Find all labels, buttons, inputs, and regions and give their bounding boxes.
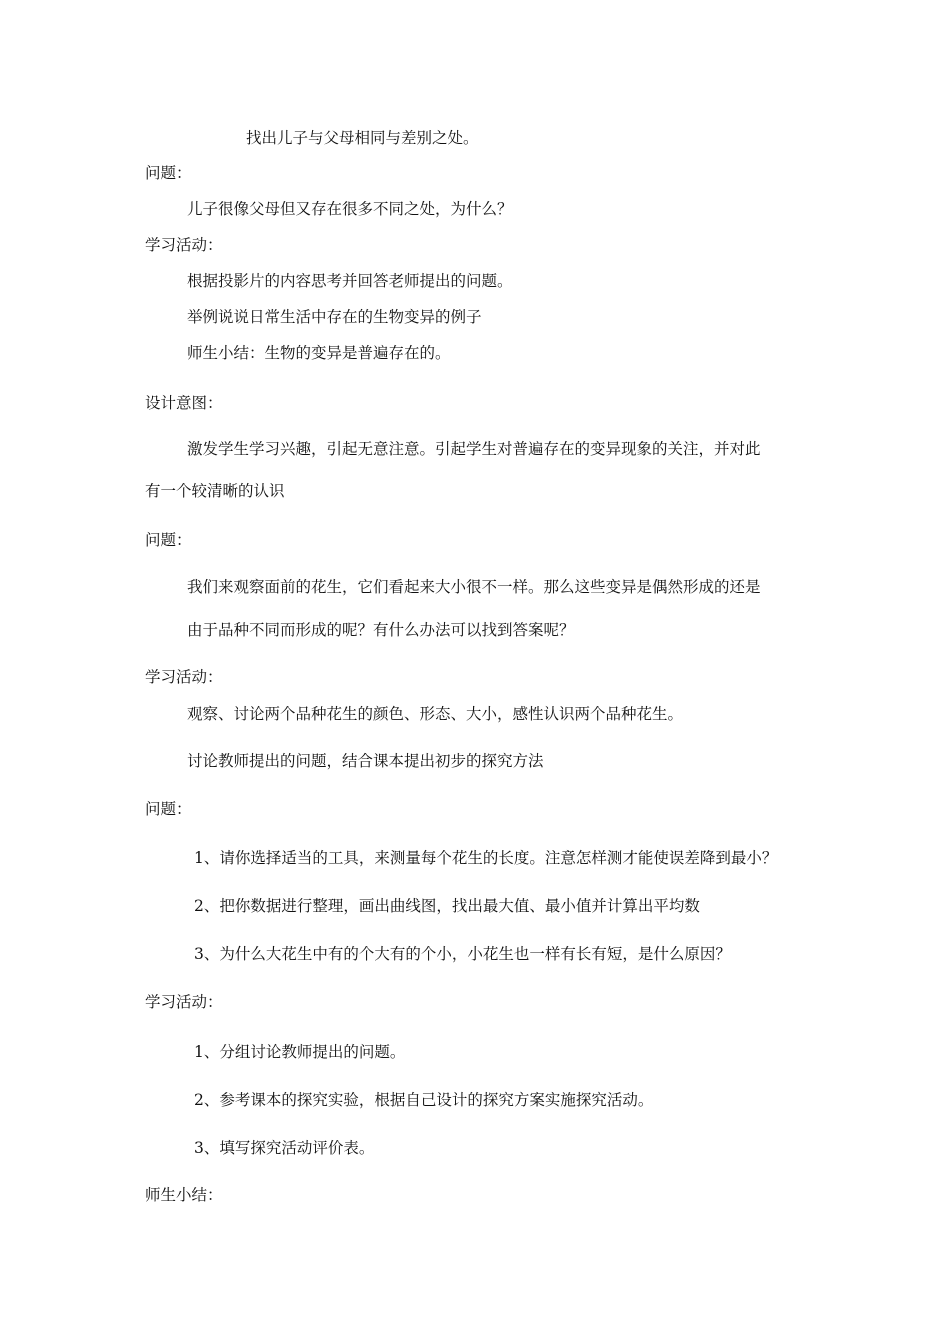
question-item: 2、把你数据进行整理，画出曲线图，找出最大值、最小值并计算出平均数	[194, 897, 700, 915]
activity-text: 观察、讨论两个品种花生的颜色、形态、大小，感性认识两个品种花生。	[187, 705, 684, 723]
design-intent-text: 有一个较清晰的认识	[145, 482, 285, 500]
question-text: 儿子很像父母但又存在很多不同之处，为什么？	[187, 200, 513, 218]
activity-heading: 学习活动：	[145, 236, 223, 254]
activity-item: 2、参考课本的探究实验，根据自己设计的探究方案实施探究活动。	[194, 1091, 654, 1109]
activity-text: 讨论教师提出的问题，结合课本提出初步的探究方法	[187, 752, 544, 770]
intro-task-line: 找出儿子与父母相同与差别之处。	[246, 129, 479, 147]
question-item: 1、请你选择适当的工具，来测量每个花生的长度。注意怎样测才能使误差降到最小？	[194, 849, 778, 867]
question-text: 我们来观察面前的花生，它们看起来大小很不一样。那么这些变异是偶然形成的还是	[187, 578, 761, 596]
question-heading: 问题：	[145, 164, 192, 182]
question-item: 3、为什么大花生中有的个大有的个小，小花生也一样有长有短，是什么原因？	[194, 945, 731, 963]
activity-heading: 学习活动：	[145, 993, 223, 1011]
activity-heading: 学习活动：	[145, 668, 223, 686]
design-intent-text: 激发学生学习兴趣，引起无意注意。引起学生对普遍存在的变异现象的关注，并对此	[187, 440, 761, 458]
activity-text: 举例说说日常生活中存在的生物变异的例子	[187, 308, 482, 326]
design-intent-heading: 设计意图：	[145, 394, 223, 412]
summary-heading: 师生小结：	[145, 1186, 223, 1204]
activity-item: 3、填写探究活动评价表。	[194, 1139, 375, 1157]
summary-text: 师生小结：生物的变异是普遍存在的。	[187, 344, 451, 362]
question-heading: 问题：	[145, 800, 192, 818]
activity-item: 1、分组讨论教师提出的问题。	[194, 1043, 406, 1061]
activity-text: 根据投影片的内容思考并回答老师提出的问题。	[187, 272, 513, 290]
question-heading: 问题：	[145, 531, 192, 549]
question-text: 由于品种不同而形成的呢？有什么办法可以找到答案呢？	[187, 621, 575, 639]
